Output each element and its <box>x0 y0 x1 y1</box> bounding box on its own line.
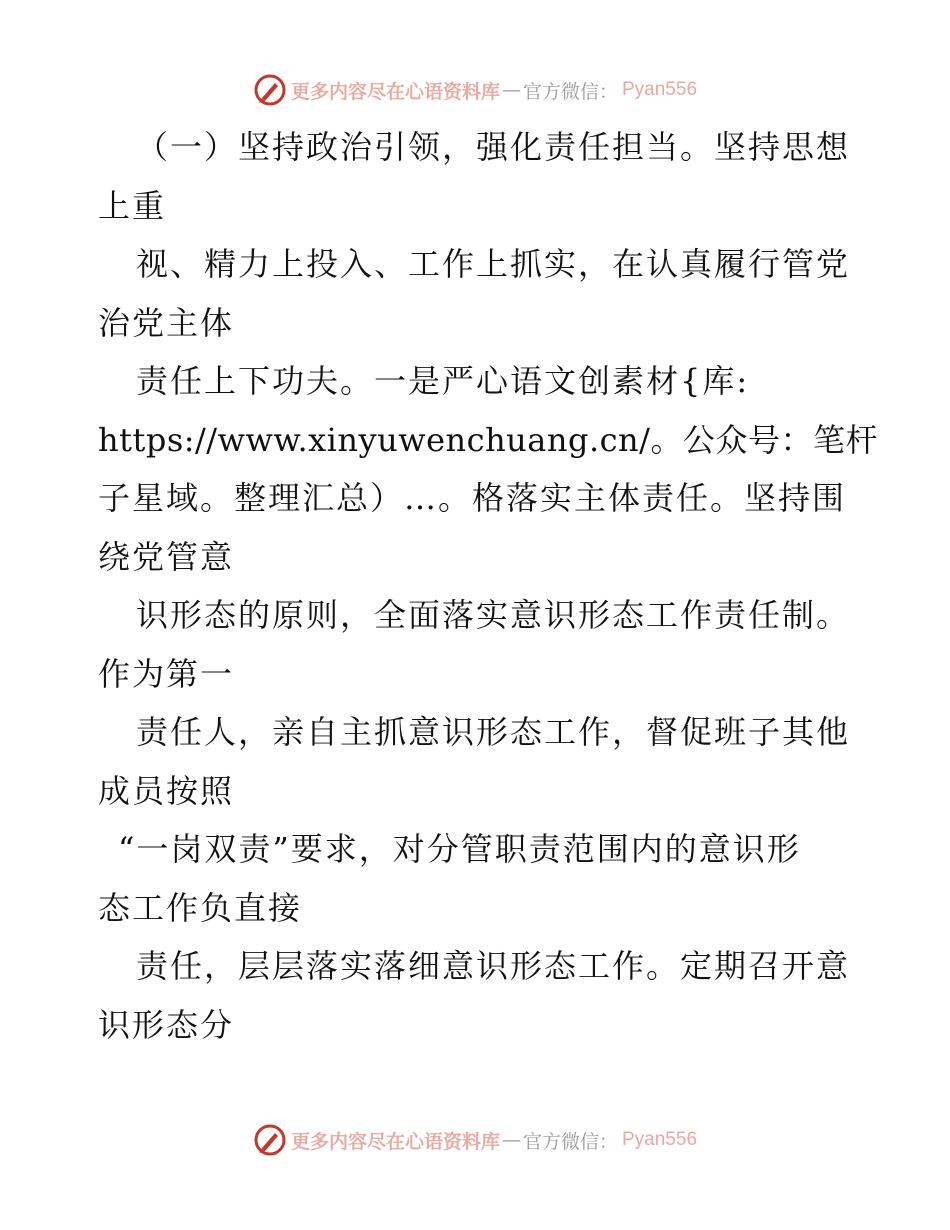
text-line-15: 责任，层层落实落细意识形态工作。定期召开意 <box>136 947 851 985</box>
footer-banner <box>0 1120 950 1160</box>
pen-logo-icon <box>253 1123 287 1157</box>
text-line-11: 责任人，亲自主抓意识形态工作，督促班子其他 <box>136 713 851 751</box>
text-line-12: 成员按照 <box>98 771 235 810</box>
text-line-7: 子星域。整理汇总）…。格落实主体责任。坚持围 <box>98 479 847 517</box>
text-line-4: 治党主体 <box>98 303 235 342</box>
footer-separator: — <box>501 1129 521 1151</box>
text-line-5: 责任上下功夫。一是严心语文创素材{库: <box>136 362 750 400</box>
pen-logo-icon <box>253 73 287 107</box>
document-body <box>98 118 878 1054</box>
text-line-1: （一）坚持政治引领，强化责任担当。坚持思想 <box>136 128 851 166</box>
header-brand-text: 更多内容尽在心语资料库 <box>290 80 500 103</box>
text-line-8: 绕党管意 <box>98 537 235 576</box>
text-line-9: 识形态的原则，全面落实意识形态工作责任制。 <box>136 596 851 634</box>
text-line-13: “一岗双责”要求，对分管职责范围内的意识形 <box>118 830 801 868</box>
text-line-2: 上重 <box>98 186 167 225</box>
header-wechat-id: Pyan556 <box>622 79 698 100</box>
footer-wechat-label: 官方微信： <box>522 1130 618 1153</box>
text-line-3: 视、精力上投入、工作上抓实，在认真履行管党 <box>136 245 851 283</box>
header-wechat-label: 官方微信： <box>522 80 618 103</box>
footer-brand-text: 更多内容尽在心语资料库 <box>290 1130 500 1153</box>
text-line-10: 作为第一 <box>98 654 235 693</box>
text-line-16: 识形态分 <box>98 1005 235 1044</box>
footer-wechat-id: Pyan556 <box>622 1129 698 1150</box>
header-banner <box>0 70 950 110</box>
text-line-6: https://www.xinyuwenchuang.cn/。公众号：笔杆 <box>98 420 878 459</box>
header-separator: — <box>501 79 521 101</box>
text-line-14: 态工作负直接 <box>98 888 303 927</box>
